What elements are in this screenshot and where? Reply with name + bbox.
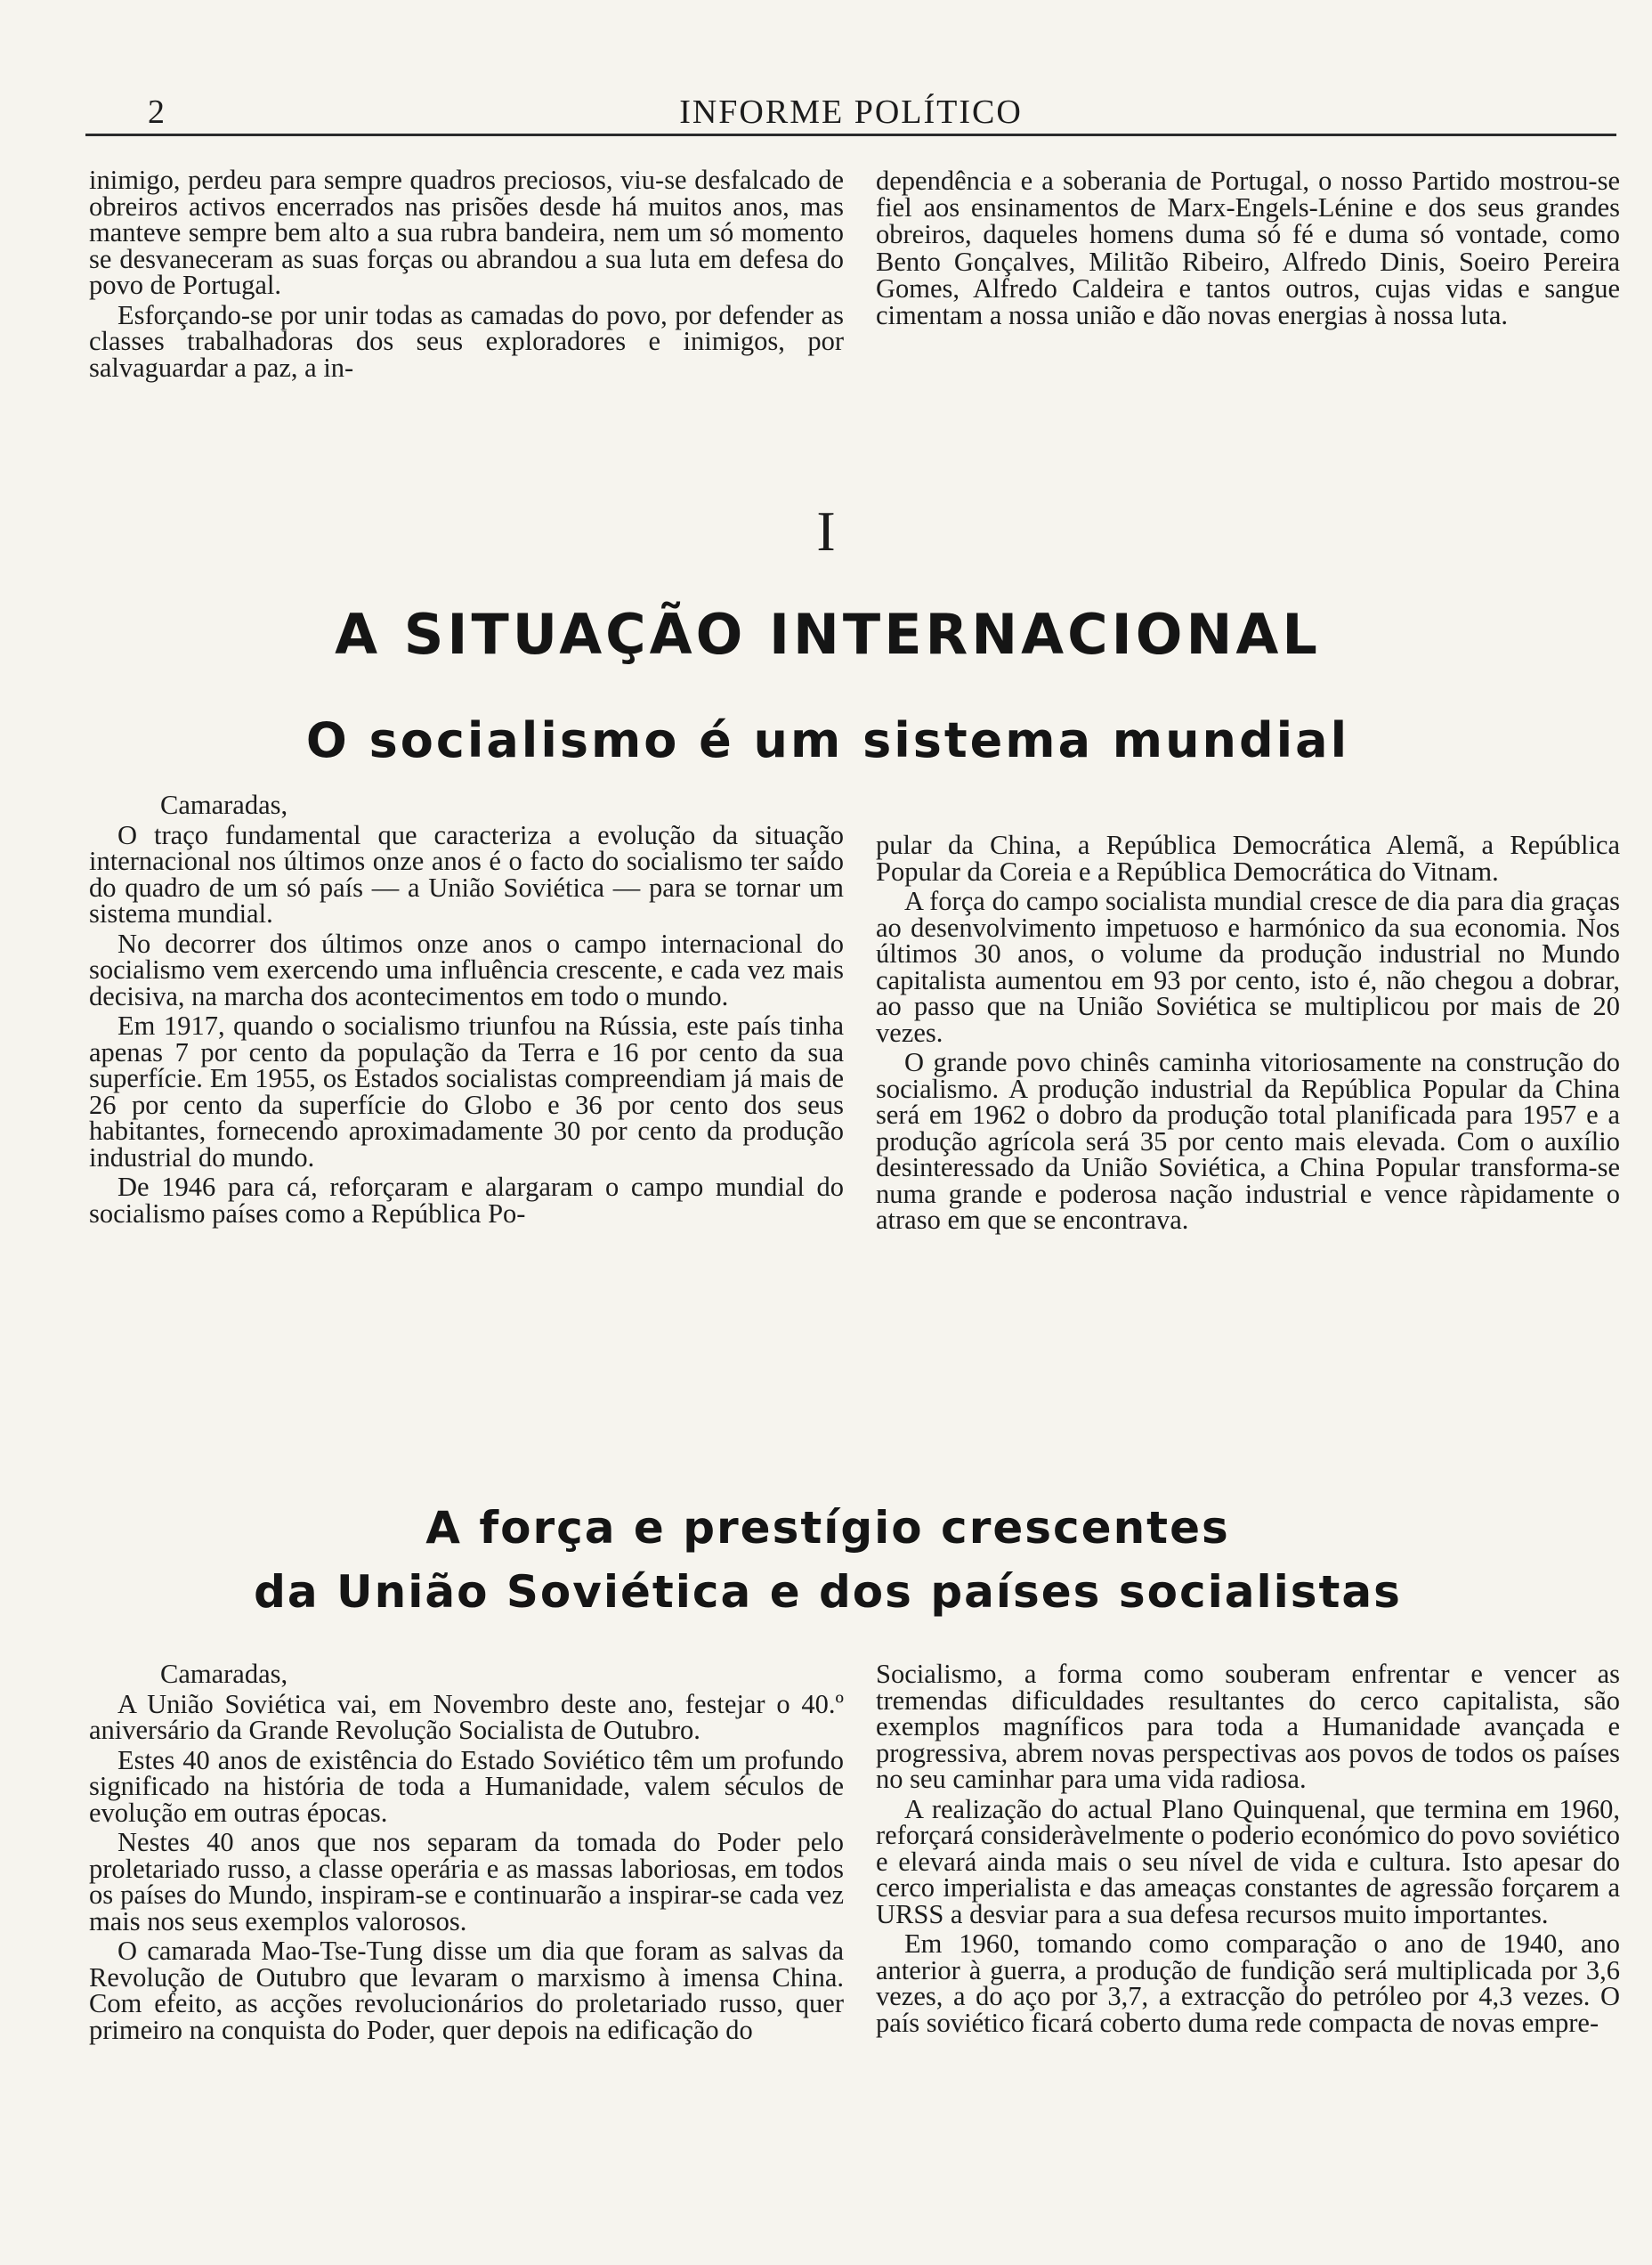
- paragraph: A realização do actual Plano Quinquenal, que termina em 1960, reforçará consideràvelmente o poderio económico do povo soviético e elevará ainda mais o seu nível de vida e cultura. Isto apesar do cerco imperialista e das ameaças constantes de agressão forçarem a URSS a desviar para a sua defesa recursos muito importantes.: [876, 1793, 1620, 1929]
- section-heading-line: da União Soviética e dos países socialistas: [254, 1566, 1402, 1618]
- chapter-title: A SITUAÇÃO INTERNACIONAL: [335, 602, 1321, 667]
- top-right-column: [876, 167, 1620, 329]
- running-header: [85, 89, 1616, 136]
- paragraph: O grande povo chinês caminha vitoriosamente na construção do socialismo. A produção industrial da República Popular da China será em 1962 o dobro da produção total planificada para 1957 e a produção agrícola será 35 por cento mais elevada. Com o auxílio desinteressado da União Soviética, a China Popular transforma-se numa grande e poderosa nação industrial e vence ràpidamente o atraso em que se encontrava.: [876, 1047, 1620, 1235]
- section1-right-column: [876, 832, 1620, 1234]
- section-heading-2: [53, 1496, 1602, 1624]
- section-heading: O socialismo é um sistema mundial: [305, 712, 1350, 768]
- paragraph: pular da China, a República Democrática Alemã, a República Popular da Coreia e a República Democrática do Vitnam.: [876, 830, 1620, 887]
- greeting: Camaradas,: [160, 1659, 288, 1689]
- paragraph: A força do campo socialista mundial cresce de dia para dia graças ao desenvolvimento impetuoso e harmónico da sua economia. Nos últimos 30 anos, o volume da produção industrial no Mundo capitalista aumentou em 93 por cento, isto é, não chegou a dobrar, ao passo que na União Soviética se multiplicou por mais de 20 vezes.: [876, 886, 1620, 1048]
- paragraph: Socialismo, a forma como souberam enfrentar e vencer as tremendas dificuldades resultantes do cerco capitalista, são exemplos magníficos para toda a Humanidade avançada e progressiva, abrem novas perspectivas aos povos de todos os países no seu caminhar para uma vida radiosa.: [876, 1659, 1620, 1794]
- paragraph: dependência e a soberania de Portugal, o nosso Partido mostrou-se fiel aos ensinamentos de Marx-Engels-Lénine e dos seus grandes obreiros, daqueles homens duma só fé e duma só vontade, como Bento Gonçalves, Militão Ribeiro, Alfredo Dinis, Soeiro Pereira Gomes, Alfredo Caldeira e tantos outros, cujas vidas e sangue cimentam a nossa união e dão novas energias à nossa luta.: [876, 166, 1620, 331]
- greeting: Camaradas,: [160, 790, 288, 820]
- paragraph: Esforçando-se por unir todas as camadas do povo, por defender as classes trabalhadoras dos seus exploradores e inimigos, por salvaguardar a paz, a in-: [89, 299, 844, 383]
- section2-right-column: [876, 1661, 1620, 2036]
- page-number: 2: [148, 93, 165, 131]
- paragraph: Em 1960, tomando como comparação o ano de 1940, ano anterior à guerra, a produção de fundição será multiplicada por 3,6 vezes, a do aço por 3,7, a extracção do petróleo por 4,3 vezes. O país soviético ficará coberto duma rede compacta de novas empre-: [876, 1928, 1620, 2038]
- paragraph: O camarada Mao-Tse-Tung disse um dia que foram as salvas da Revolução de Outubro que levaram o marxismo à imensa China. Com efeito, as acções revolucionários do proletariado russo, quer primeiro na conquista do Poder, quer depois na edificação do: [89, 1936, 844, 2045]
- paragraph: O traço fundamental que caracteriza a evolução da situação internacional nos últimos onze anos é o facto do socialismo ter saído do quadro de um só país — a União Soviética — para se tornar um sistema mundial.: [89, 819, 844, 929]
- chapter-numeral: I: [816, 499, 836, 563]
- paragraph: inimigo, perdeu para sempre quadros preciosos, viu-se desfalcado de obreiros activos encerrados nas prisões desde há muitos anos, mas manteve sempre bem alto a sua rubra bandeira, nem um só momento se desvaneceram as suas forças ou abrandou a sua luta em defesa do povo de Portugal.: [89, 165, 844, 300]
- paragraph: Em 1917, quando o socialismo triunfou na Rússia, este país tinha apenas 7 por cento da população da Terra e 16 por cento da sua superfície. Em 1955, os Estados socialistas compreendiam já mais de 26 por cento da superfície do Globo e 36 por cento dos seus habitantes, fornecendo aproximadamente 30 por cento da produção industrial do mundo.: [89, 1011, 844, 1173]
- paragraph: A União Soviética vai, em Novembro deste ano, festejar o 40.º aniversário da Grande Revolução Socialista de Outubro.: [89, 1688, 844, 1745]
- section2-left-column: [89, 1661, 844, 2043]
- running-title: INFORME POLÍTICO: [679, 93, 1023, 131]
- paragraph: De 1946 para cá, reforçaram e alargaram o campo mundial do socialismo países como a República Po-: [89, 1172, 844, 1229]
- paragraph: Estes 40 anos de existência do Estado Soviético têm um profundo significado na história de toda a Humanidade, valem séculos de evolução em outras épocas.: [89, 1744, 844, 1828]
- paragraph: No decorrer dos últimos onze anos o campo internacional do socialismo vem exercendo uma influência crescente, e cada vez mais decisiva, na marcha dos acontecimentos em todo o mundo.: [89, 928, 844, 1011]
- top-left-column: [89, 167, 844, 381]
- section1-left-column: [89, 792, 844, 1227]
- paragraph: Nestes 40 anos que nos separam da tomada do Poder pelo proletariado russo, a classe operária e as massas laboriosas, em todos os países do Mundo, inspiram-se e continuarão a inspirar-se cada vez mais nos seus exemplos valorosos.: [89, 1827, 844, 1936]
- section-heading-line: A força e prestígio crescentes: [425, 1502, 1230, 1554]
